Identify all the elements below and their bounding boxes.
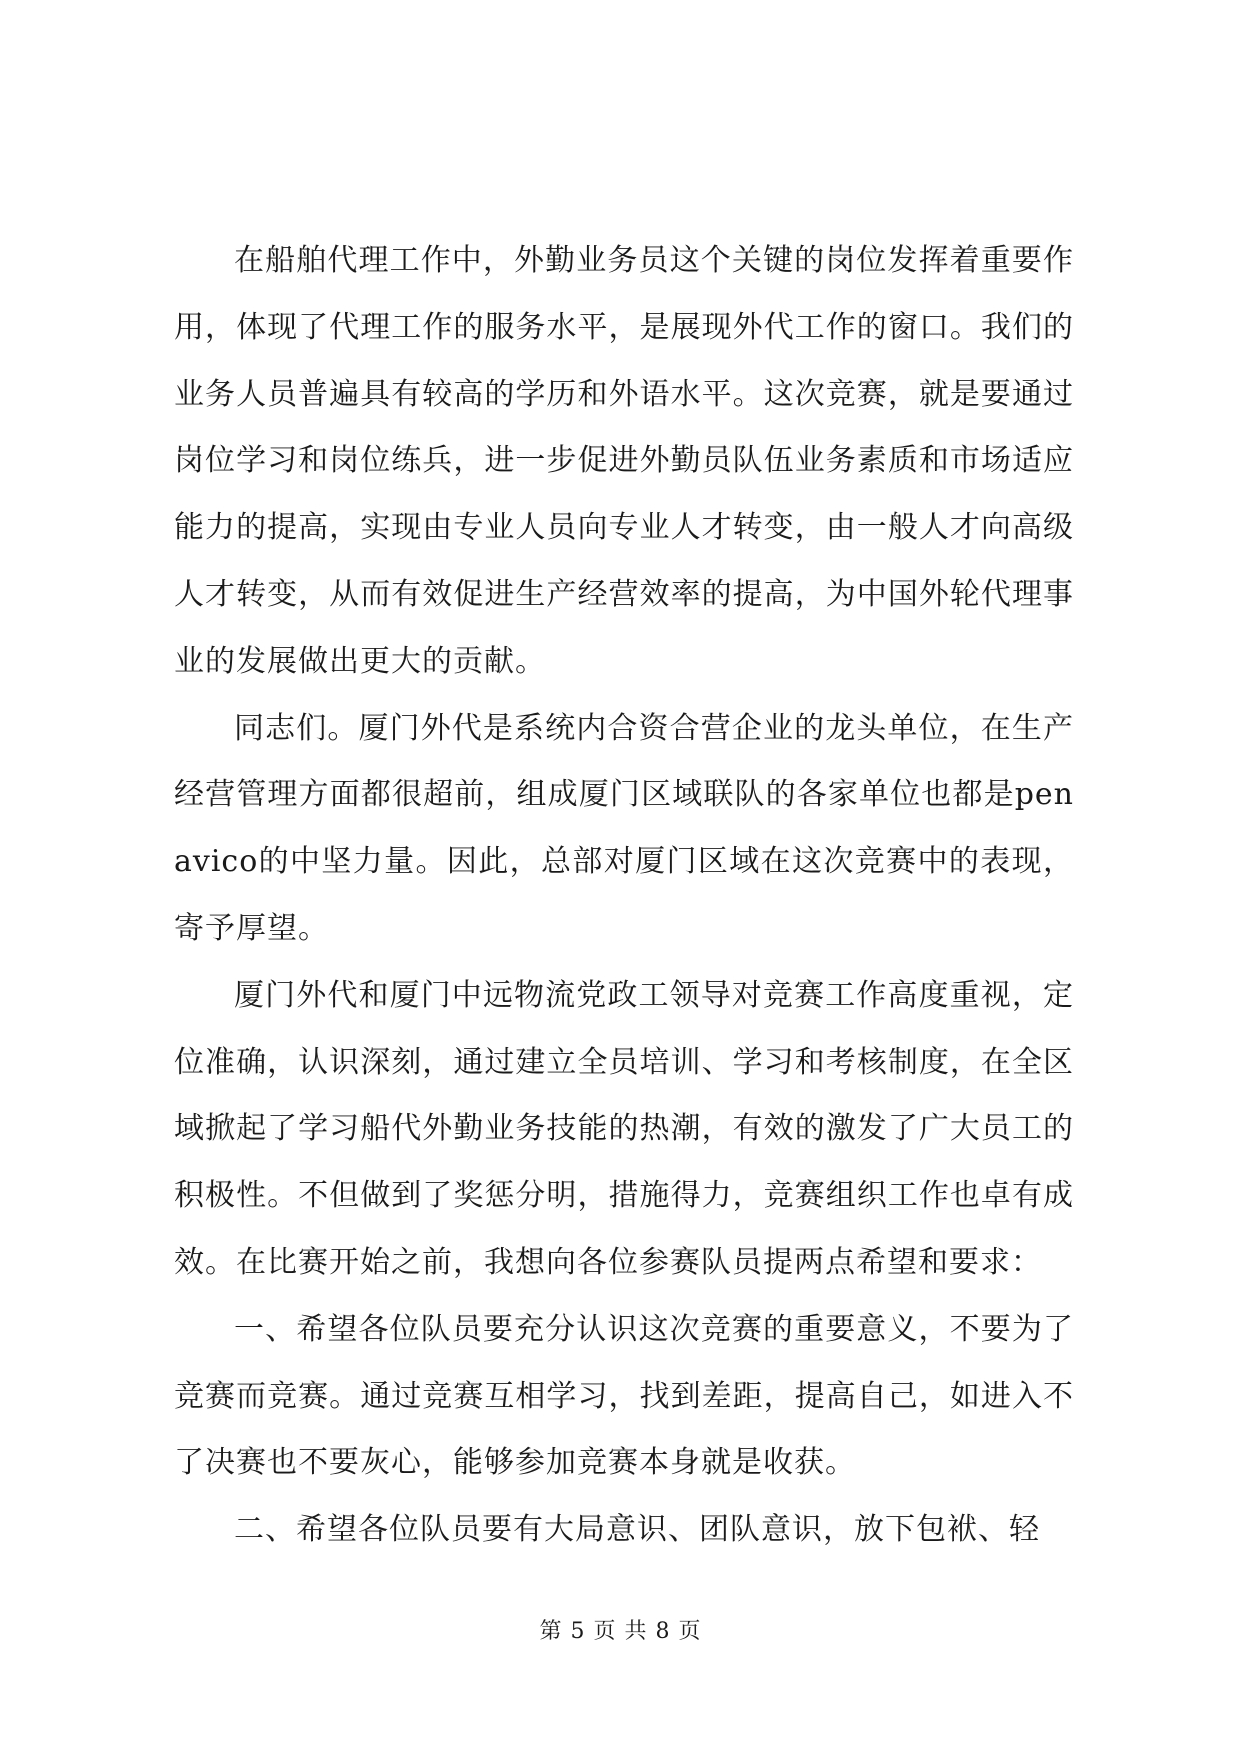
paragraph-2: 同志们。厦门外代是系统内合资合营企业的龙头单位，在生产经营管理方面都很超前，组成厦门区域联队的各家单位也都是penavico的中坚力量。因此，总部对厦门区域在这次竞赛中的表现，寄予厚望。 xyxy=(174,710,1074,946)
paragraph-4: 一、希望各位队员要充分认识这次竞赛的重要意义，不要为了竞赛而竞赛。通过竞赛互相学习，找到差距，提高自己，如进入不了决赛也不要灰心，能够参加竞赛本身就是收获。 xyxy=(174,1311,1074,1481)
paragraph-5: 二、希望各位队员要有大局意识、团队意识，放下包袱、轻 xyxy=(234,1512,1040,1548)
document-body xyxy=(174,228,1074,1564)
page-number-footer: 第 5 页 共 8 页 xyxy=(539,1619,702,1644)
paragraph-3: 厦门外代和厦门中远物流党政工领导对竞赛工作高度重视，定位准确，认识深刻，通过建立全员培训、学习和考核制度，在全区域掀起了学习船代外勤业务技能的热潮，有效的激发了广大员工的积极性。不但做到了奖惩分明，措施得力，竞赛组织工作也卓有成效。在比赛开始之前，我想向各位参赛队员提两点希望和要求： xyxy=(174,977,1074,1280)
paragraph-1: 在船舶代理工作中，外勤业务员这个关键的岗位发挥着重要作用，体现了代理工作的服务水平，是展现外代工作的窗口。我们的业务人员普遍具有较高的学历和外语水平。这次竞赛，就是要通过岗位学习和岗位练兵，进一步促进外勤员队伍业务素质和市场适应能力的提高，实现由专业人员向专业人才转变，由一般人才向高级人才转变，从而有效促进生产经营效率的提高，为中国外轮代理事业的发展做出更大的贡献。 xyxy=(174,243,1074,679)
